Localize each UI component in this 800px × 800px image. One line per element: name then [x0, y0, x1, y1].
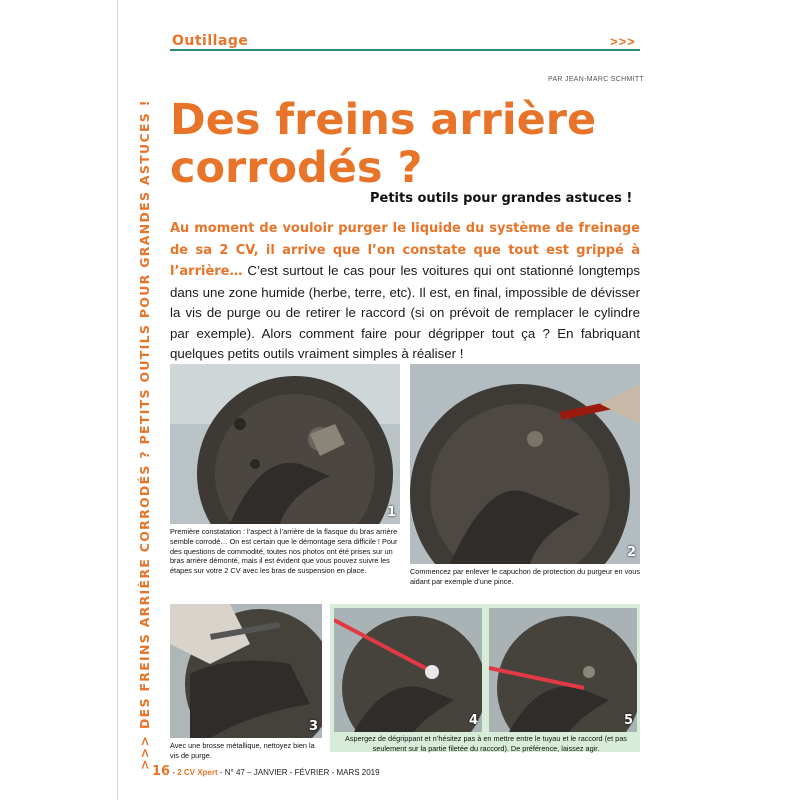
header-arrows: >>> [610, 34, 636, 49]
photo-1 [170, 364, 400, 524]
magazine-brand: 2 CV Xpert [177, 768, 218, 777]
photo-2-number: 2 [626, 545, 636, 560]
page-number: 16 [152, 764, 171, 779]
photo-2 [410, 364, 640, 564]
header-rule [170, 49, 640, 51]
byline: PAR JEAN-MARC SCHMITT [548, 76, 645, 83]
title-line-1: Des freins arrière [170, 95, 597, 145]
photo-5-number: 5 [623, 713, 633, 728]
page-footer [152, 764, 380, 779]
intro-paragraph [170, 218, 640, 365]
footer-separator: - [170, 768, 178, 777]
photo-5 [489, 608, 637, 732]
intro-body: C’est surtout le cas pour les voitures qui ont stationné longtemps dans une zone humide (herbe, terre, etc). Il est, en final, impossible de dévisser la vis de purge ou de retirer le raccord (si on prévoit de remplacer le cylindre par exemple). Alors comment faire pour dégripper tout ça ? En fabriquant quelques petits outils vraiment simples à réaliser ! [170, 263, 640, 361]
photo-1-caption: Première constatation : l’aspect à l’arrière de la flasque du bras arrière semble corrodé… On est certain que le démontage sera difficile ! Pour des questions de commodité, toutes nos photos ont été prises sur un bras arrière démonté, mais il est évident que vous pouvez suivre les étapes sur votre 2 CV avec les bras de suspension en place. [170, 527, 398, 576]
photo-3-number: 3 [308, 719, 318, 734]
article-title [170, 96, 640, 192]
photo-4-5-caption: Aspergez de dégrippant et n’hésitez pas à en mettre entre le tuyau et le raccord (et pas seulement sur la partie filetée du raccord). De préférence, laissez agir. [345, 734, 627, 753]
intro-lead: Au moment de vouloir purger le liquide du système de freinage de sa 2 CV, il arrive que l’on constate que tout est grippé à l’arrière… [170, 221, 640, 279]
issue-info: - N° 47 – JANVIER - FÉVRIER - MARS 2019 [217, 768, 380, 777]
photo-3-caption: Avec une brosse métallique, nettoyez bien la vis de purge. [170, 741, 315, 760]
section-rubric: Outillage [172, 33, 249, 49]
photo-3 [170, 604, 322, 738]
article-subtitle: Petits outils pour grandes astuces ! [370, 191, 633, 206]
title-line-2: corrodés ? [170, 143, 423, 193]
photo-1-number: 1 [386, 505, 396, 520]
photo-2-caption: Commencez par enlever le capuchon de protection du purgeur en vous aidant par exemple d’une pince. [410, 567, 640, 586]
side-banner: >>> DES FREINS ARRIÈRE CORRODÉS ? PETITS OUTILS POUR GRANDES ASTUCES ! [137, 99, 152, 770]
photo-4-number: 4 [468, 713, 478, 728]
photo-4 [334, 608, 482, 732]
